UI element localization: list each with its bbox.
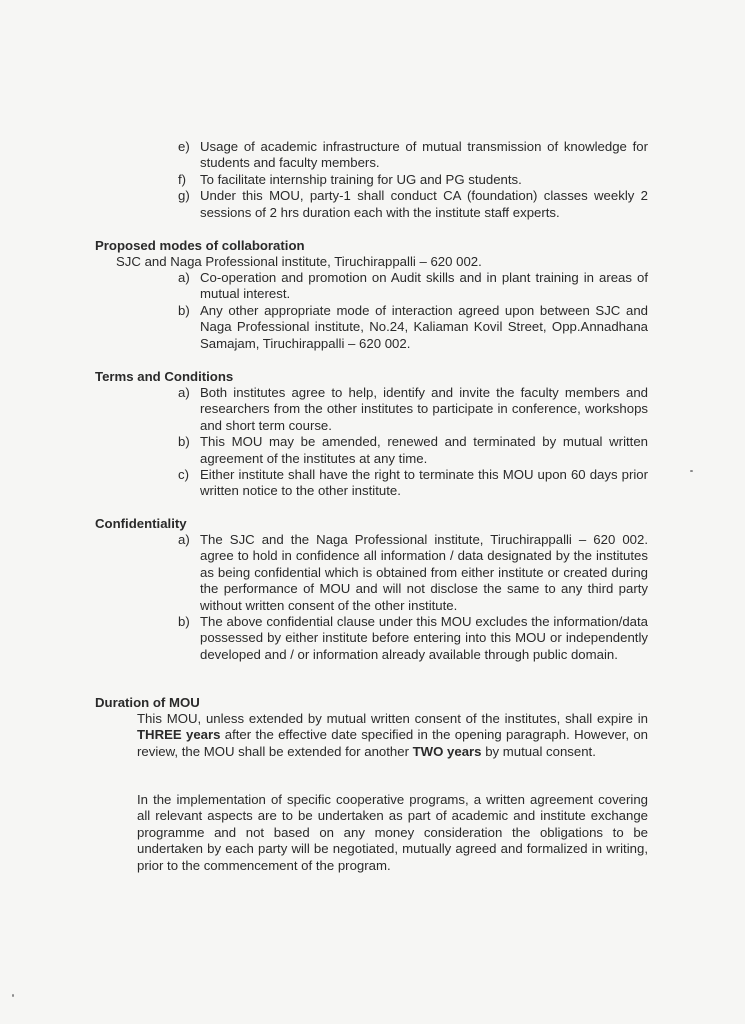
list-item: [178, 467, 648, 500]
item-marker: a): [178, 385, 190, 400]
item-marker: a): [178, 532, 190, 547]
item-text: Usage of academic infrastructure of mutual transmission of knowledge for students and faculty members.: [200, 139, 648, 171]
list-item: [178, 172, 648, 188]
item-marker: a): [178, 270, 190, 285]
item-text: Co-operation and promotion on Audit skills and in plant training in areas of mutual interest.: [200, 270, 648, 302]
duration-text: after the effective date specified in the opening paragraph. However, on review, the MOU shall be extended for another: [137, 727, 648, 759]
list-item: [178, 614, 648, 663]
duration-paragraph: [137, 711, 648, 760]
item-marker: f): [178, 171, 187, 187]
item-text: To facilitate internship training for UG and PG students.: [200, 171, 522, 187]
item-text: Under this MOU, party-1 shall conduct CA (foundation) classes weekly 2 sessions of 2 hrs duration each with the institute staff experts.: [200, 188, 648, 220]
confidentiality-list: [178, 532, 648, 663]
item-marker: b): [178, 434, 190, 450]
list-item: [178, 303, 648, 352]
item-text: Both institutes agree to help, identify and invite the faculty members and researchers from the other institutes to participate in conference, workshops and short term course.: [200, 385, 648, 433]
item-marker: c): [178, 467, 189, 483]
intro-list: [178, 139, 648, 221]
terms-heading: Terms and Conditions: [95, 369, 234, 384]
item-text: The SJC and the Naga Professional institute, Tiruchirappalli – 620 002. agree to hold in confidence all information / data designated by the institutes as being confidential which is obtained from either institute or created during the performance of MOU and will not disclose the same to any third party without written consent of the other institute.: [200, 532, 648, 613]
scan-speck: [690, 470, 693, 472]
item-text: Any other appropriate mode of interaction agreed upon between SJC and Naga Professional institute, No.24, Kaliaman Kovil Street, Opp.Annadhana Samajam, Tiruchirappalli – 620 002.: [200, 302, 648, 351]
terms-list: [178, 385, 648, 500]
confidentiality-heading: Confidentiality: [95, 516, 187, 531]
list-item: [178, 385, 648, 434]
item-text: This MOU may be amended, renewed and terminated by mutual written agreement of the institutes at any time.: [200, 434, 648, 466]
item-text: Either institute shall have the right to terminate this MOU upon 60 days prior written notice to the other institute.: [200, 467, 648, 499]
item-marker: g): [178, 188, 190, 204]
duration-text: by mutual consent.: [481, 743, 596, 759]
item-text: The above confidential clause under this MOU excludes the information/data possessed by either institute before entering into this MOU or independently developed and / or information already available through public domain.: [200, 614, 648, 662]
collaboration-heading: Proposed modes of collaboration: [95, 238, 305, 253]
collaboration-list: [178, 270, 648, 352]
collaboration-subtitle: SJC and Naga Professional institute, Tiruchirappalli – 620 002.: [116, 254, 482, 269]
item-marker: b): [178, 614, 190, 630]
item-marker: e): [178, 139, 190, 154]
duration-text: This MOU, unless extended by mutual written consent of the institutes, shall expire in: [137, 711, 648, 726]
item-marker: b): [178, 302, 190, 318]
list-item: [178, 270, 648, 303]
list-item: [178, 188, 648, 221]
list-item: [178, 434, 648, 467]
list-item: [178, 532, 648, 614]
duration-heading: Duration of MOU: [95, 695, 200, 710]
scan-speck: [12, 994, 14, 997]
list-item: [178, 139, 648, 172]
implementation-paragraph: In the implementation of specific cooperative programs, a written agreement covering all relevant aspects are to be undertaken as part of academic and institute exchange programme and not based on any money consideration the obligations to be undertaken by each party will be negotiated, mutually agreed and formalized in writing, prior to the commencement of the program.: [137, 792, 648, 873]
three-years-emphasis: THREE years: [137, 727, 221, 743]
two-years-emphasis: TWO years: [412, 743, 482, 759]
